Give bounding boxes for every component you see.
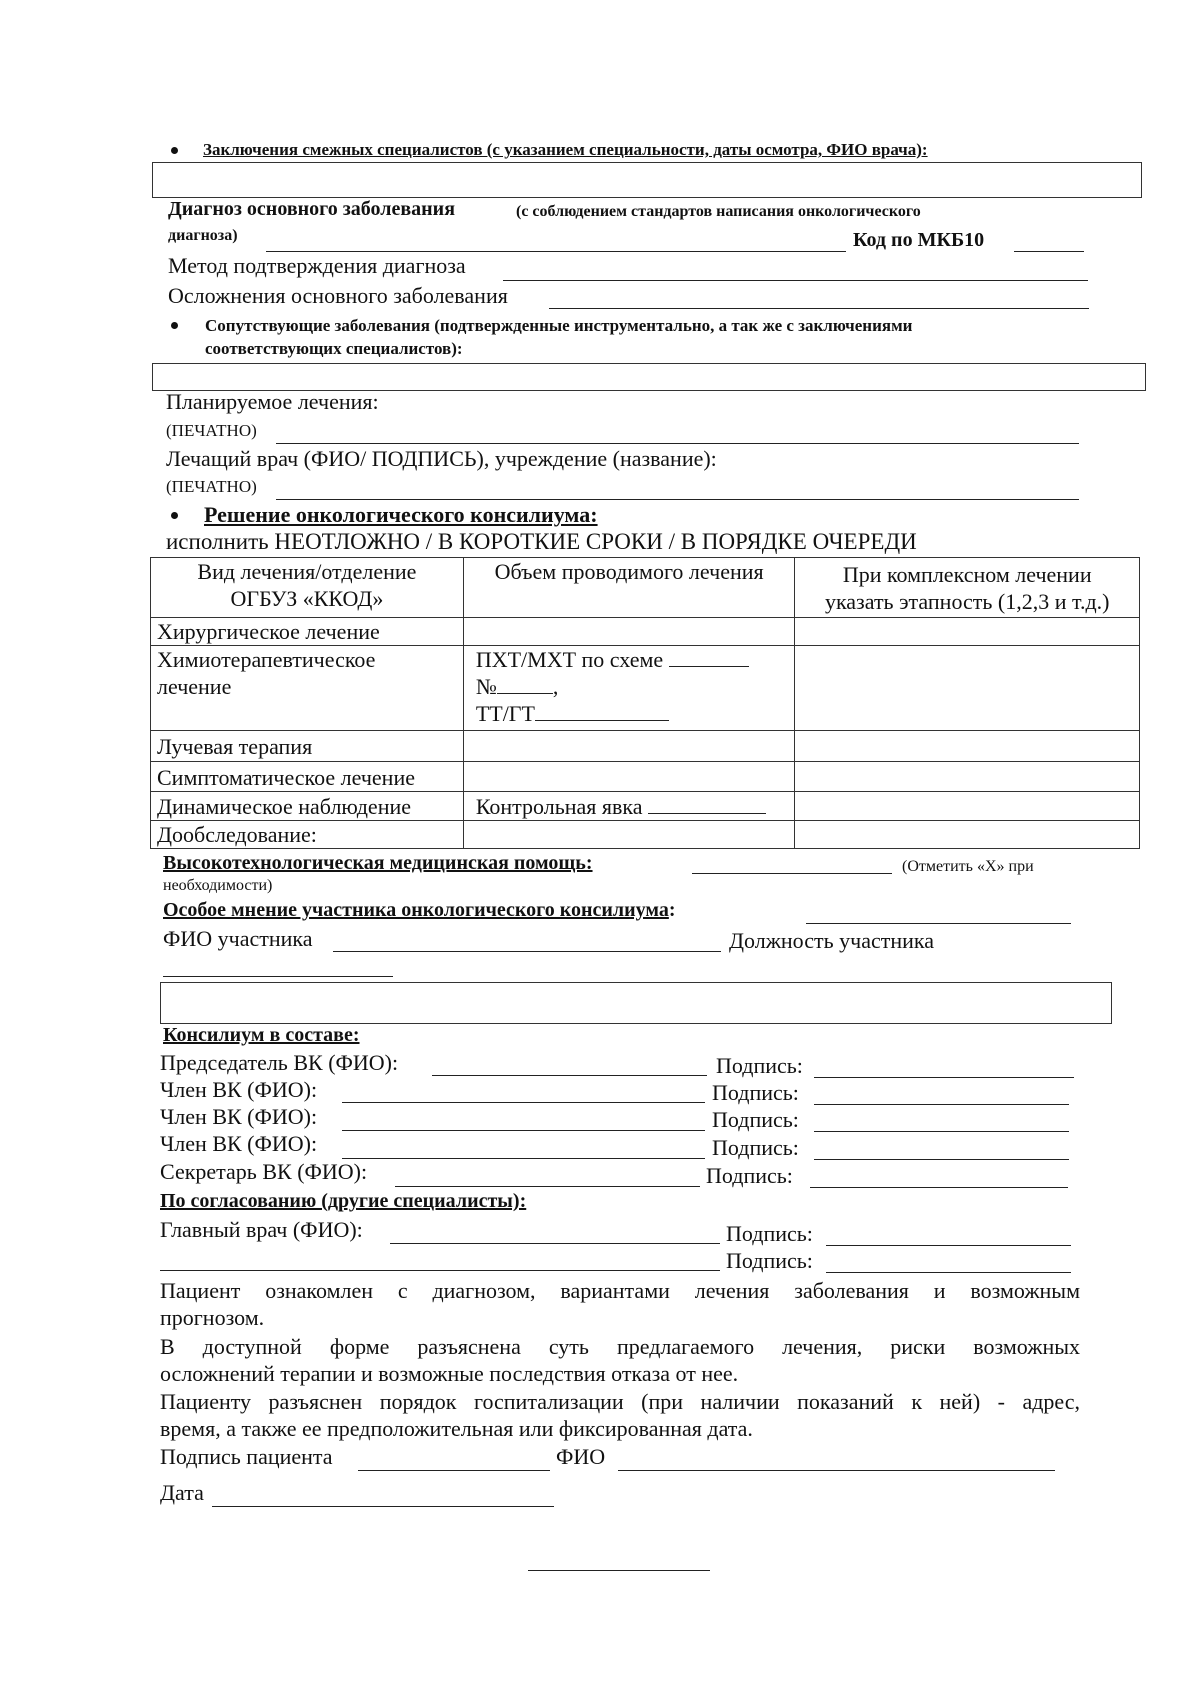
related-specialists-label: Заключения смежных специалистов (с указанием специальности, даты осмотра, ФИО врача): [203, 140, 928, 159]
comorbidities-field[interactable] [152, 363, 1146, 391]
complications-field[interactable] [549, 308, 1089, 309]
other-specialist-name-field[interactable] [160, 1270, 720, 1271]
chemo-tt-line [476, 700, 789, 727]
patient-info-1b: прогнозом. [160, 1305, 265, 1330]
header-treatment-type-line1: Вид лечения/отделение [197, 559, 417, 584]
secretary-label: Секретарь ВК (ФИО): [160, 1159, 368, 1184]
secretary-signature-field[interactable] [810, 1187, 1068, 1188]
patient-info-2a: В доступной форме разъяснена суть предлагаемого лечения, риски возможных [160, 1334, 1080, 1359]
member-1-name-field[interactable] [342, 1102, 705, 1103]
row-treatment-type-cell [151, 646, 464, 731]
patient-info-1a: Пациент ознакомлен с диагнозом, вариантами лечения заболевания и возможным [160, 1278, 1080, 1303]
table-row [151, 762, 1140, 792]
bullet [171, 322, 178, 329]
icd-code-field[interactable] [1014, 251, 1084, 252]
row-treatment-type: Лучевая терапия [151, 731, 464, 762]
high-tech-label: Высокотехнологическая медицинская помощь: [163, 852, 593, 874]
planned-treatment-label: Планируемое лечения: [166, 389, 379, 414]
patient-info-3b: время, а также ее предположительная или фиксированная дата. [160, 1416, 753, 1441]
patient-info-paragraph-3 [160, 1388, 1080, 1442]
participant-position-field[interactable] [163, 976, 393, 977]
patient-name-field[interactable] [618, 1470, 1055, 1471]
row-treatment-type: Динамическое наблюдение [151, 792, 464, 821]
chief-doctor-signature-field[interactable] [826, 1245, 1071, 1246]
patient-name-label: ФИО [556, 1444, 606, 1469]
chief-doctor-name-field[interactable] [390, 1243, 720, 1244]
member-1-signature-field[interactable] [814, 1104, 1069, 1105]
header-stages-line1: При комплексном лечении [842, 562, 1092, 587]
special-opinion-field[interactable] [806, 923, 1071, 924]
special-opinion-label [163, 899, 676, 922]
patient-info-3a: Пациенту разъяснен порядок госпитализации (при наличии показаний к ней) - адрес, [160, 1389, 1080, 1414]
other-specialist-signature-field[interactable] [826, 1272, 1071, 1273]
chemo-number-label: № [475, 674, 497, 699]
participant-name-label: ФИО участника [163, 926, 313, 951]
table-row [151, 618, 1140, 646]
table-header-cell [795, 558, 1140, 618]
participant-name-field[interactable] [333, 951, 721, 952]
row-volume-cell[interactable] [463, 731, 795, 762]
table-header-cell [463, 558, 795, 618]
header-treatment-type-line2: ОГБУЗ «ККОД» [230, 586, 384, 611]
patient-signature-label: Подпись пациента [160, 1444, 333, 1469]
high-tech-field[interactable] [692, 873, 892, 874]
table-row [151, 646, 1140, 731]
high-tech-note: (Отметить «Х» при [902, 858, 1034, 875]
member-2-signature-field[interactable] [814, 1131, 1069, 1132]
member-label: Член ВК (ФИО): [160, 1077, 318, 1102]
signature-label: Подпись: [716, 1053, 803, 1078]
agreement-title: По согласованию (другие специалисты): [160, 1190, 527, 1212]
main-diagnosis-field[interactable] [266, 251, 846, 252]
row-treatment-type-line1: Химиотерапевтическое [157, 647, 376, 672]
row-stage-cell[interactable] [795, 731, 1140, 762]
related-specialists-field[interactable] [152, 162, 1142, 198]
table-header-cell [151, 558, 464, 618]
patient-signature-field[interactable] [358, 1470, 550, 1471]
council-decision-title: Решение онкологического консилиума: [204, 502, 598, 527]
chemo-number-line [476, 673, 789, 700]
row-stage-cell[interactable] [795, 792, 1140, 821]
print-label: (ПЕЧАТНО) [166, 421, 257, 440]
row-treatment-type-line2: лечение [157, 674, 232, 699]
signature-label: Подпись: [706, 1163, 793, 1188]
high-tech-note-cont: необходимости) [163, 877, 273, 894]
row-volume-cell[interactable] [463, 821, 795, 849]
member-3-signature-field[interactable] [814, 1159, 1069, 1160]
planned-treatment-field[interactable] [276, 443, 1079, 444]
patient-info-paragraph-2 [160, 1333, 1080, 1387]
patient-info-paragraph-1 [160, 1277, 1080, 1331]
row-stage-cell[interactable] [795, 618, 1140, 646]
bullet [171, 512, 178, 519]
chairman-name-field[interactable] [432, 1075, 707, 1076]
main-diagnosis-title: Диагноз основного заболевания [168, 198, 456, 220]
table-row [151, 731, 1140, 762]
row-treatment-type: Хирургическое лечение [151, 618, 464, 646]
chairman-label: Председатель ВК (ФИО): [160, 1050, 399, 1075]
chief-doctor-label: Главный врач (ФИО): [160, 1217, 363, 1242]
comorbidities-label-2: соответствующих специалистов): [205, 339, 463, 358]
member-2-name-field[interactable] [342, 1130, 705, 1131]
member-3-name-field[interactable] [342, 1158, 705, 1159]
date-label: Дата [160, 1480, 204, 1505]
method-field[interactable] [503, 280, 1088, 281]
attending-doctor-label: Лечащий врач (ФИО/ ПОДПИСЬ), учреждение (название): [166, 446, 717, 471]
attending-doctor-field[interactable] [276, 499, 1079, 500]
complications-label: Осложнения основного заболевания [168, 283, 508, 308]
icd-code-label: Код по МКБ10 [853, 229, 985, 251]
signature-label: Подпись: [726, 1221, 813, 1246]
main-diagnosis-note: (с соблюдением стандартов написания онкологического [516, 203, 921, 220]
row-volume-cell [463, 792, 795, 821]
row-treatment-type: Симптоматическое лечение [151, 762, 464, 792]
chemo-scheme-line [476, 646, 789, 673]
signature-label: Подпись: [726, 1248, 813, 1273]
participant-position-label: Должность участника [729, 928, 935, 953]
table-row [151, 792, 1140, 821]
urgency-options: исполнить НЕОТЛОЖНО / В КОРОТКИЕ СРОКИ / В ПОРЯДКЕ ОЧЕРЕДИ [166, 529, 917, 554]
member-label: Член ВК (ФИО): [160, 1104, 318, 1129]
bullet [171, 147, 178, 154]
member-label: Член ВК (ФИО): [160, 1131, 318, 1156]
chemo-number-field[interactable] [497, 673, 553, 694]
row-volume-cell[interactable] [463, 646, 795, 731]
comorbidities-label-1: Сопутствующие заболевания (подтвержденные инструментально, а так же с заключениями [205, 316, 913, 335]
council-members-title: Консилиум в составе: [163, 1024, 360, 1046]
signature-label: Подпись: [712, 1135, 799, 1160]
special-opinion-box[interactable] [160, 982, 1112, 1024]
main-diagnosis-note-cont: диагноза) [168, 227, 238, 244]
footer-divider [528, 1570, 710, 1571]
treatment-table [150, 557, 1140, 849]
control-visit-label: Контрольная явка [475, 794, 643, 819]
method-label: Метод подтверждения диагноза [168, 253, 466, 278]
date-field[interactable] [212, 1506, 554, 1507]
row-stage-cell[interactable] [795, 821, 1140, 849]
table-header-row [151, 558, 1140, 618]
secretary-name-field[interactable] [395, 1186, 700, 1187]
header-stages-line2: указать этапность (1,2,3 и т.д.) [824, 589, 1110, 614]
chemo-scheme-label: ПХТ/МХТ по схеме [475, 647, 664, 672]
header-volume: Объем проводимого лечения [494, 559, 764, 584]
special-opinion-colon: : [668, 899, 676, 921]
table-row [151, 821, 1140, 849]
chemo-scheme-field[interactable] [669, 646, 749, 667]
patient-info-2b: осложнений терапии и возможные последствия отказа от нее. [160, 1361, 739, 1386]
signature-label: Подпись: [712, 1107, 799, 1132]
chemo-tt-field[interactable] [535, 700, 669, 721]
chemo-number-suffix: , [552, 674, 559, 699]
row-volume-cell[interactable] [463, 618, 795, 646]
control-visit-field[interactable] [648, 793, 766, 814]
row-stage-cell[interactable] [795, 762, 1140, 792]
print-label: (ПЕЧАТНО) [166, 477, 257, 496]
row-volume-cell[interactable] [463, 762, 795, 792]
chemo-tt-label: ТТ/ГТ [475, 701, 535, 726]
special-opinion-title: Особое мнение участника онкологического консилиума [163, 899, 669, 921]
row-treatment-type: Дообследование: [151, 821, 464, 849]
signature-label: Подпись: [712, 1080, 799, 1105]
chairman-signature-field[interactable] [814, 1077, 1074, 1078]
row-stage-cell[interactable] [795, 646, 1140, 731]
